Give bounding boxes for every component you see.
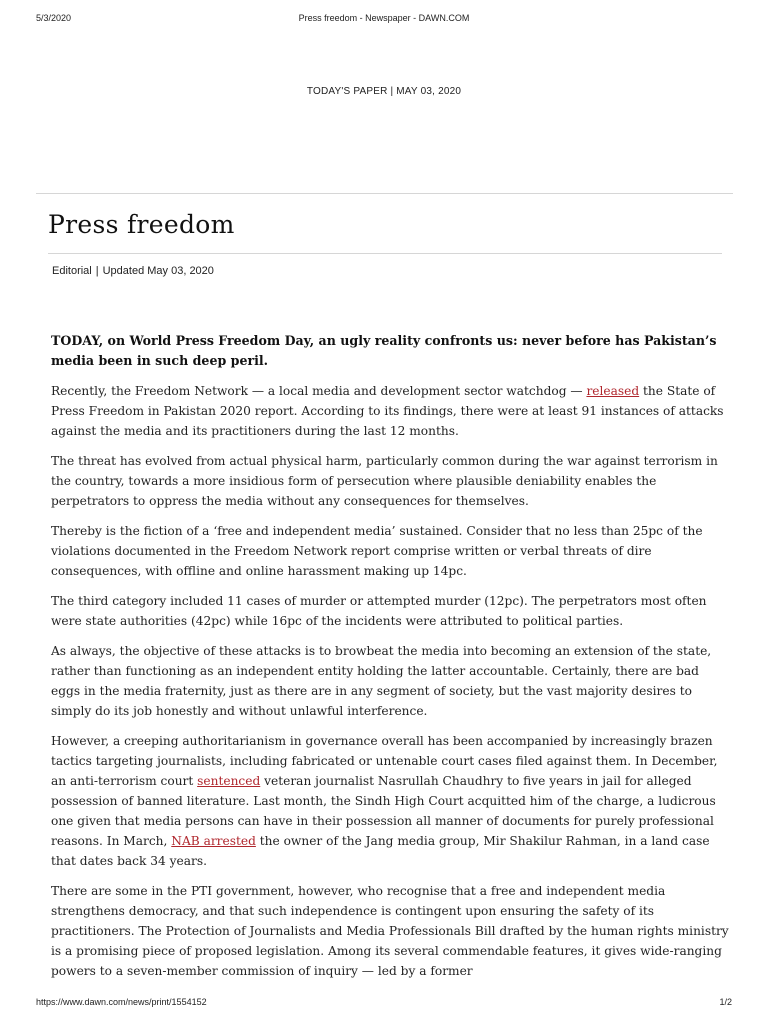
article-paragraph — [51, 731, 729, 871]
print-header-page-title: Press freedom - Newspaper - DAWN.COM — [298, 13, 470, 23]
byline-separator: | — [95, 265, 99, 277]
print-header — [0, 13, 768, 27]
article-lead: TODAY, on World Press Freedom Day, an ugly reality confronts us: never before has Pakistan’s media been in such deep peril. — [51, 333, 717, 368]
article-paragraph: As always, the objective of these attacks is to browbeat the media into becoming an extension of the state, rather than functioning as an independent entity holding the latter accountable. Certainly, there are bad eggs in the media fraternity, just as there are in any segment of society, but the vast majority desires to simply do its job honestly and without unlawful interference. — [51, 644, 712, 718]
article-paragraph: The third category included 11 cases of murder or attempted murder (12pc). The perpetrators most often were state authorities (42pc) while 16pc of the incidents were attributed to political parties. — [51, 594, 707, 628]
nab-arrested-link[interactable]: NAB arrested — [171, 834, 256, 848]
article-body — [51, 331, 729, 991]
print-header-date: 5/3/2020 — [36, 13, 72, 23]
paragraph-text: veteran journalist Nasrullah Chaudhry to five years in jail for alleged possession of banned literature. Last month, the Sindh High Court acquitted him of the charge, a ludicrous one given that media persons can have in their possession all manner of documents for purely professional reasons. In March, — [51, 774, 716, 848]
print-footer — [0, 997, 768, 1011]
title-divider — [48, 253, 722, 254]
article-paragraph: The threat has evolved from actual physical harm, particularly common during the war against terrorism in the country, towards a more insidious form of persecution where plausible deniability enables the perpetrators to oppress the media without any consequences for themselves. — [51, 454, 718, 508]
article-paragraph: Thereby is the fiction of a ‘free and independent media’ sustained. Consider that no less than 25pc of the violations documented in the Freedom Network report comprise written or verbal threats of dire consequences, with offline and online harassment making up 14pc. — [51, 524, 703, 578]
paragraph-text: the State of Press Freedom in Pakistan 2020 report. According to its findings, there were at least 91 instances of attacks against the media and its practitioners during the last 12 months. — [51, 384, 724, 438]
article-paragraph — [51, 381, 729, 441]
paragraph-text: However, a creeping authoritarianism in governance overall has been accompanied by increasingly brazen tactics targeting journalists, including fabricated or untenable court cases filed against them. In December, an anti-terrorism court — [51, 734, 718, 788]
byline-section: Editorial — [52, 265, 92, 277]
byline-updated: Updated May 03, 2020 — [102, 265, 214, 277]
sentenced-link[interactable]: sentenced — [197, 774, 261, 788]
print-footer-page-number: 1/2 — [719, 997, 732, 1007]
article-title: Press freedom — [48, 210, 235, 239]
print-footer-url[interactable]: https://www.dawn.com/news/print/1554152 — [36, 997, 207, 1007]
top-divider — [36, 193, 733, 194]
byline — [52, 265, 214, 277]
released-link[interactable]: released — [586, 384, 640, 398]
paragraph-text: Recently, the Freedom Network — a local media and development sector watchdog — — [51, 384, 587, 398]
todays-paper-label: TODAY'S PAPER | MAY 03, 2020 — [306, 86, 462, 97]
article-paragraph: There are some in the PTI government, however, who recognise that a free and independent media strengthens democracy, and that such independence is contingent upon ensuring the safety of its practitioners. The Protection of Journalists and Media Professionals Bill drafted by the human rights ministry is a promising piece of proposed legislation. Among its several commendable features, it gives wide-ranging powers to a seven-member commission of inquiry — led by a former — [51, 884, 729, 978]
paragraph-text: the owner of the Jang media group, Mir Shakilur Rahman, in a land case that dates back 34 years. — [51, 834, 710, 868]
